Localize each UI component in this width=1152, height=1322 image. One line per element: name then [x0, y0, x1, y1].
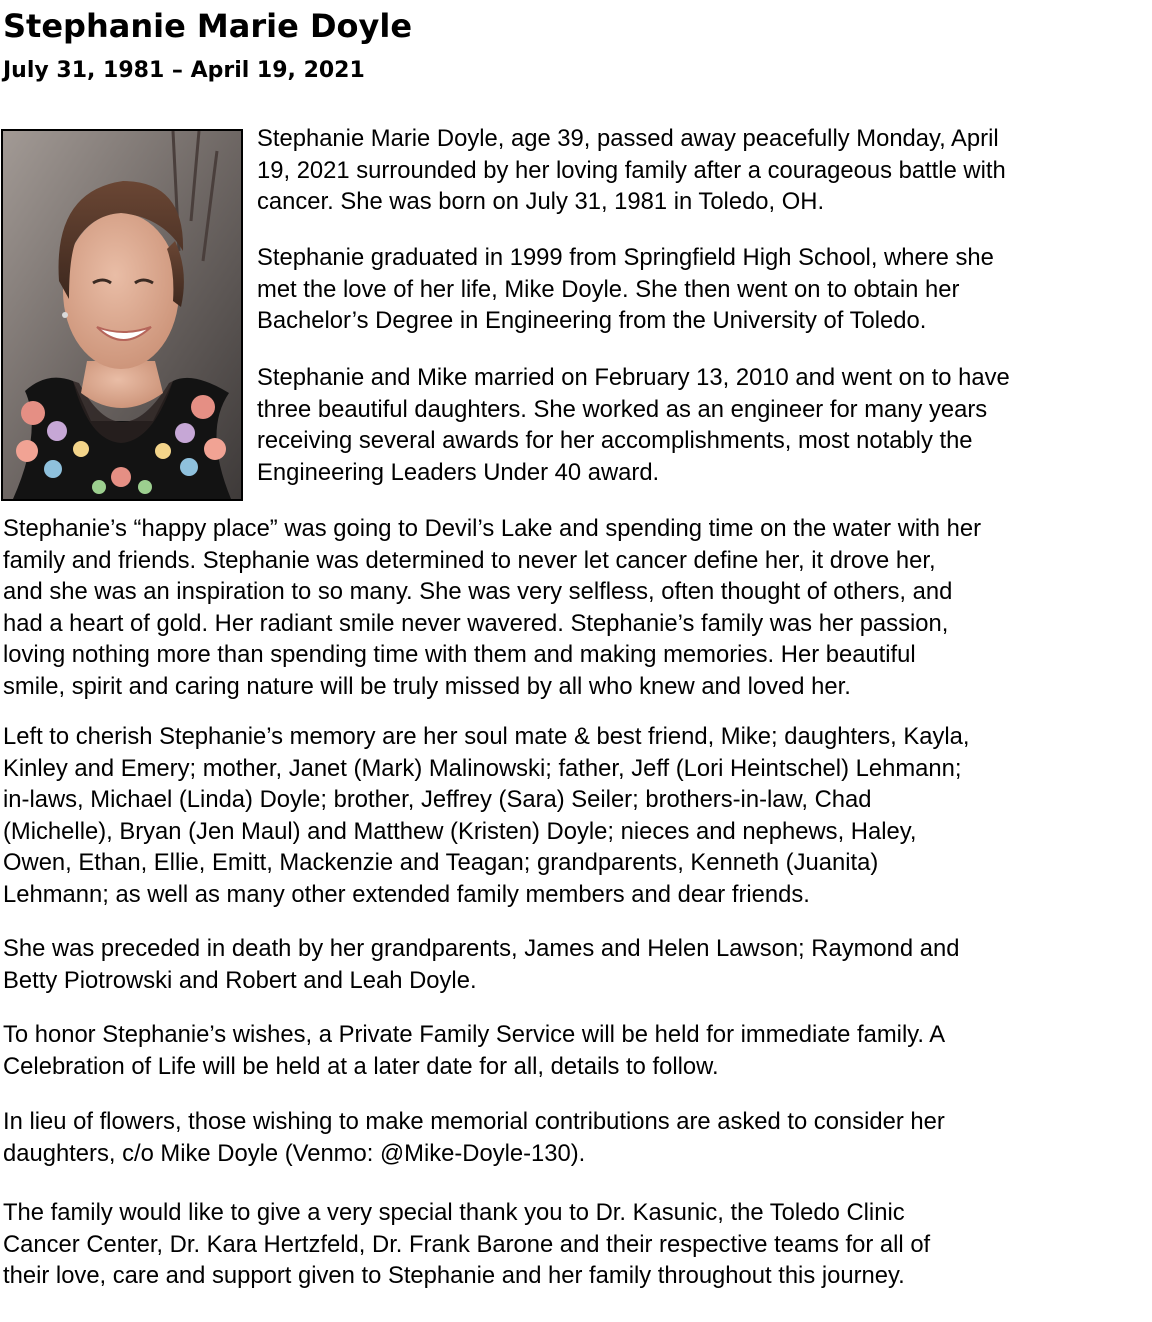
obituary-title: Stephanie Marie Doyle: [3, 7, 413, 45]
text-line: their love, care and support given to Stephanie and her family throughout this journey.: [3, 1262, 905, 1290]
text-line: Kinley and Emery; mother, Janet (Mark) Malinowski; father, Jeff (Lori Heintschel) Lehmann;: [3, 754, 962, 782]
text-line: Stephanie Marie Doyle, age 39, passed away peacefully Monday, April: [257, 125, 999, 152]
text-line: family and friends. Stephanie was determined to never let cancer define her, it drove her,: [3, 546, 936, 574]
text-line: Left to cherish Stephanie’s memory are her soul mate & best friend, Mike; daughters, Kayla,: [3, 723, 970, 750]
paragraph-thanks: [3, 1197, 930, 1292]
text-line: Betty Piotrowski and Robert and Leah Doyle.: [3, 966, 477, 994]
text-line: cancer. She was born on July 31, 1981 in Toledo, OH.: [257, 188, 825, 216]
text-line: Owen, Ethan, Ellie, Emitt, Mackenzie and Teagan; grandparents, Kenneth (Juanita): [3, 849, 879, 877]
text-line: In lieu of flowers, those wishing to make memorial contributions are asked to consider her: [3, 1108, 945, 1135]
paragraph-contributions: [3, 1106, 945, 1169]
text-line: daughters, c/o Mike Doyle (Venmo: @Mike-Doyle-130).: [3, 1139, 586, 1167]
text-line: Lehmann; as well as many other extended family members and dear friends.: [3, 880, 810, 908]
text-line: She was preceded in death by her grandparents, James and Helen Lawson; Raymond and: [3, 935, 960, 962]
text-line: Stephanie and Mike married on February 13, 2010 and went on to have: [257, 364, 1010, 391]
text-line: Cancer Center, Dr. Kara Hertzfeld, Dr. Frank Barone and their respective teams for all of: [3, 1230, 931, 1258]
text-line: (Michelle), Bryan (Jen Maul) and Matthew (Kristen) Doyle; nieces and nephews, Haley,: [3, 817, 917, 845]
paragraph-education: [257, 242, 994, 337]
text-line: had a heart of gold. Her radiant smile never wavered. Stephanie’s family was her passion,: [3, 609, 949, 637]
text-line: Stephanie’s “happy place” was going to Devil’s Lake and spending time on the water with her: [3, 515, 982, 542]
text-line: and she was an inspiration to so many. She was very selfless, often thought of others, and: [3, 578, 953, 606]
paragraph-intro: [257, 123, 1006, 218]
text-line: three beautiful daughters. She worked as an engineer for many years: [257, 395, 988, 423]
life-dates: July 31, 1981 – April 19, 2021: [3, 58, 365, 83]
text-line: 19, 2021 surrounded by her loving family after a courageous battle with: [257, 156, 1006, 184]
portrait-photo: [1, 129, 243, 501]
paragraph-preceded: [3, 933, 959, 996]
text-line: The family would like to give a very special thank you to Dr. Kasunic, the Toledo Clinic: [3, 1199, 905, 1226]
paragraph-happy-place: [3, 513, 981, 703]
text-line: receiving several awards for her accomplishments, most notably the: [257, 427, 973, 455]
text-line: smile, spirit and caring nature will be truly missed by all who knew and loved her.: [3, 672, 851, 700]
text-line: loving nothing more than spending time with them and making memories. Her beautiful: [3, 641, 916, 669]
text-line: Stephanie graduated in 1999 from Springfield High School, where she: [257, 244, 994, 271]
text-line: Celebration of Life will be held at a later date for all, details to follow.: [3, 1052, 719, 1080]
paragraph-service: [3, 1019, 945, 1082]
text-line: Engineering Leaders Under 40 award.: [257, 458, 660, 486]
text-line: in-laws, Michael (Linda) Doyle; brother, Jeffrey (Sara) Seiler; brothers-in-law, Chad: [3, 786, 872, 814]
text-line: Bachelor’s Degree in Engineering from the University of Toledo.: [257, 307, 927, 335]
text-line: met the love of her life, Mike Doyle. She then went on to obtain her: [257, 275, 960, 303]
text-line: To honor Stephanie’s wishes, a Private Family Service will be held for immediate family. A: [3, 1021, 946, 1048]
paragraph-survivors: [3, 721, 969, 911]
paragraph-marriage: [257, 362, 1010, 488]
